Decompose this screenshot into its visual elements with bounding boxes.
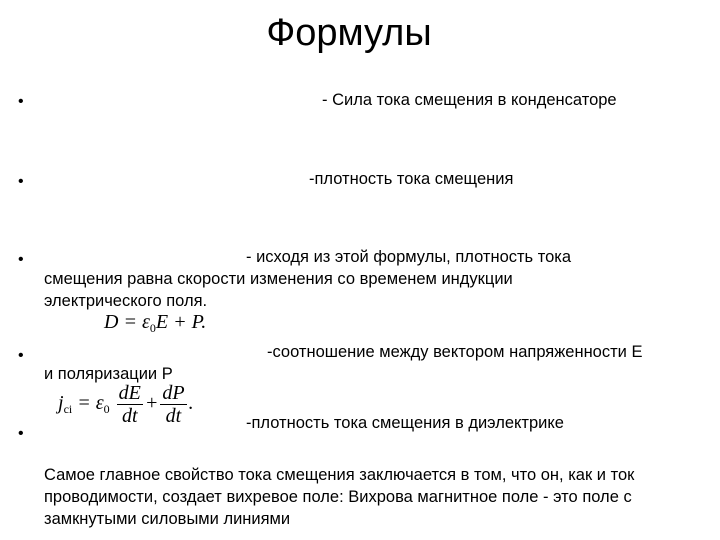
bullet-marker: • <box>18 347 24 364</box>
relation-text-line1: -соотношение между вектором напряженности E <box>267 343 643 361</box>
page-title: Формулы <box>266 12 432 54</box>
bullet-marker: • <box>18 251 24 268</box>
summary-paragraph: Самое главное свойство тока смещения заключается в том, что он, как и ток проводимости, создает вихревое поле: Вихрова магнитное поле - это поле с замкнутыми силовыми линиями <box>44 466 635 528</box>
relation-text-continued: и поляризации P <box>44 365 173 383</box>
fraction-dp-dt-numerator: dP <box>162 382 185 404</box>
formula-d-eps: ε <box>141 311 150 333</box>
formula-d-p: P <box>191 311 202 333</box>
formula-j-eq: = <box>72 392 96 415</box>
formula-d-plus: + <box>168 311 192 333</box>
formula-explanation-line1: - исходя из этой формулы, плотность тока <box>246 248 572 266</box>
formula-j-plus: + <box>144 392 159 415</box>
bullet-marker: • <box>18 93 24 110</box>
formula-d-induction <box>104 311 206 336</box>
bullet-marker: • <box>18 425 24 442</box>
formula-d-end: . <box>201 311 207 333</box>
fraction-de-dt-numerator: dE <box>118 382 141 404</box>
formula-j-lhs: j <box>58 392 64 415</box>
fraction-dp-dt <box>160 382 186 427</box>
formula-d-eq: = <box>118 311 142 333</box>
formula-j-eps: ε <box>95 392 104 415</box>
formula-d-eps-sub: 0 <box>149 321 156 335</box>
formula-j-eps-sub: 0 <box>103 402 110 417</box>
formula-explanation-continued: смещения равна скорости изменения со временем индукции электрического поля. <box>44 270 513 310</box>
formula-d-lhs: D <box>104 311 119 333</box>
current-in-capacitor-text: - Сила тока смещения в конденсаторе <box>322 91 617 109</box>
formula-d-e: E <box>155 311 169 333</box>
fraction-dp-dt-denominator: dt <box>165 405 182 427</box>
formula-j-dielectric <box>58 382 194 427</box>
formula-j-end: . <box>188 392 194 415</box>
fraction-de-dt <box>117 382 143 427</box>
dielectric-density-text: -плотность тока смещения в диэлектрике <box>246 414 564 432</box>
formula-j-lhs-sub: ci <box>63 402 73 417</box>
current-density-text: -плотность тока смещения <box>309 170 514 188</box>
fraction-de-dt-denominator: dt <box>121 405 138 427</box>
bullet-marker: • <box>18 173 24 190</box>
